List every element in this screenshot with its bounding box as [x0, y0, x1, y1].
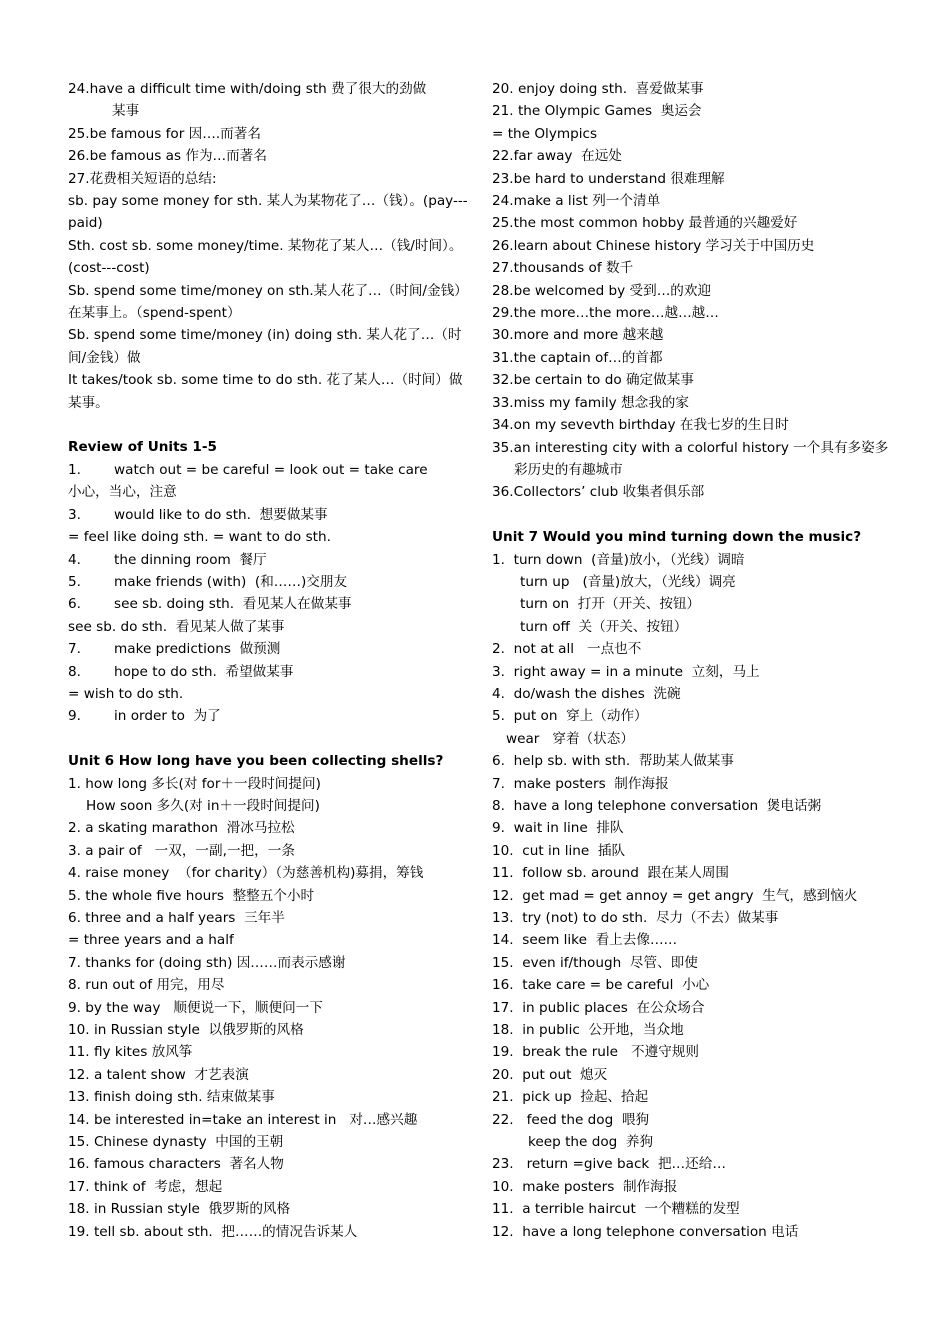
list-item: 23.be hard to understand 很难理解 — [492, 170, 725, 187]
list-item: 24.make a list 列一个清单 — [492, 193, 661, 210]
list-item: 29.the more…the more…越…越… — [492, 305, 719, 322]
list-item: 34.on my sevevth birthday 在我七岁的生日时 — [492, 417, 789, 434]
item-text: see sb. doing sth. 看见某人在做某事 — [114, 596, 352, 613]
item-number: 5. — [68, 573, 81, 590]
list-item: see sb. do sth. 看见某人做了某事 — [68, 618, 285, 635]
list-item: 22. feed the dog 喂狗 — [492, 1111, 650, 1128]
list-item: 4. raise money （for charity）（为慈善机构)募捐，筹钱 — [68, 865, 424, 882]
list-item: 32.be certain to do 确定做某事 — [492, 372, 694, 389]
item-text: make predictions 做预测 — [114, 641, 281, 658]
left-column — [68, 78, 473, 1243]
list-item — [68, 593, 473, 615]
list-item: Sb. spend some time/money (in) doing sth. 某人花了…（时间/金钱）做 — [68, 327, 462, 366]
list-item: sb. pay some money for sth. 某人为某物花了…（钱）。(pay---paid) — [68, 193, 468, 232]
list-item: 19. break the rule 不遵守规则 — [492, 1044, 699, 1061]
list-item: 10. cut in line 插队 — [492, 842, 626, 859]
list-item: = the Olympics — [492, 125, 598, 142]
item-number: 3. — [68, 506, 81, 523]
list-item: 36.Collectors’ club 收集者俱乐部 — [492, 484, 705, 501]
list-item: 28.be welcomed by 受到…的欢迎 — [492, 282, 712, 299]
list-item: 14. seem like 看上去像…… — [492, 932, 678, 949]
list-item: 某事 — [112, 103, 140, 120]
list-item: 22.far away 在远处 — [492, 148, 622, 165]
list-item: 小心，当心，注意 — [68, 484, 177, 501]
list-item: 5. put on 穿上（动作） — [492, 708, 648, 725]
list-item: 17. think of 考虑，想起 — [68, 1178, 223, 1195]
item-number: 7. — [68, 641, 81, 658]
list-item: = feel like doing sth. = want to do sth. — [68, 529, 331, 546]
list-item: turn on 打开（开关、按钮） — [520, 596, 701, 613]
list-item: 20. enjoy doing sth. 喜爱做某事 — [492, 81, 704, 97]
list-item: 7. thanks for (doing sth) 因……而表示感谢 — [68, 954, 346, 971]
list-item: Sth. cost sb. some money/time. 某物花了某人…（钱/时间）。(cost---cost) — [68, 237, 463, 277]
list-item: 4. do/wash the dishes 洗碗 — [492, 685, 681, 702]
list-item: 25.be famous for 因….而著名 — [68, 125, 261, 142]
list-item: 27.花费相关短语的总结: — [68, 170, 217, 187]
list-item: 12. get mad = get annoy = get angry 生气，感到恼火 — [492, 887, 858, 904]
item-text: watch out = be careful = look out = take care — [114, 461, 428, 478]
list-item: 33.miss my family 想念我的家 — [492, 394, 689, 411]
list-item: It takes/took sb. some time to do sth. 花了某人…（时间）做某事。 — [68, 372, 463, 411]
list-item — [68, 459, 473, 481]
list-item: 9. wait in line 排队 — [492, 820, 624, 837]
list-item: 17. in public places 在公众场合 — [492, 999, 705, 1016]
list-item: 12. have a long telephone conversation 电话 — [492, 1223, 799, 1240]
list-item: turn off 关（开关、按钮） — [520, 618, 688, 635]
list-item: 21. the Olympic Games 奥运会 — [492, 103, 702, 120]
item-text: hope to do sth. 希望做某事 — [114, 663, 294, 680]
list-item: 11. fly kites 放风筝 — [68, 1044, 193, 1061]
list-item: 23. return =give back 把…还给… — [492, 1156, 726, 1173]
list-item: Sb. spend some time/money on sth.某人花了…（时间/金钱）在某事上。（spend-spent） — [68, 282, 468, 322]
list-item: 6. three and a half years 三年半 — [68, 910, 285, 926]
list-item: 26.learn about Chinese history 学习关于中国历史 — [492, 237, 815, 254]
list-item: 26.be famous as 作为…而著名 — [68, 148, 267, 165]
list-item: 1. how long 多长(对 for＋一段时间提问) — [68, 775, 321, 792]
list-item — [68, 571, 473, 593]
list-item: 11. a terrible haircut 一个糟糕的发型 — [492, 1201, 740, 1218]
list-item: 30.more and more 越来越 — [492, 327, 664, 344]
item-text: would like to do sth. 想要做某事 — [114, 506, 328, 523]
list-item: 15. Chinese dynasty 中国的王朝 — [68, 1134, 284, 1151]
list-item: 6. help sb. with sth. 帮助某人做某事 — [492, 753, 734, 770]
list-item: 13. try (not) to do sth. 尽力（不去）做某事 — [492, 910, 779, 927]
list-item: 5. the whole five hours 整整五个小时 — [68, 887, 315, 904]
list-item: 25.the most common hobby 最普通的兴趣爱好 — [492, 215, 798, 232]
list-item: 3. right away = in a minute 立刻，马上 — [492, 663, 760, 680]
list-item — [68, 638, 473, 660]
item-text: make friends (with) (和……)交朋友 — [114, 573, 348, 590]
item-text: the dinning room 餐厅 — [114, 551, 267, 568]
list-item: 18. in public 公开地，当众地 — [492, 1022, 684, 1039]
list-item: 14. be interested in=take an interest in 对…感兴趣 — [68, 1111, 418, 1128]
list-item: 13. finish doing sth. 结束做某事 — [68, 1089, 275, 1106]
list-item: wear 穿着（状态） — [506, 730, 634, 747]
list-item: 16. famous characters 著名人物 — [68, 1156, 284, 1173]
list-item: 9. by the way 顺便说一下，顺便问一下 — [68, 999, 323, 1016]
list-item: 35.an interesting city with a colorful history 一个具有多姿多彩历史的有趣城市 — [492, 439, 889, 478]
list-item: 24.have a difficult time with/doing sth 费了很大的劲做 — [68, 81, 427, 97]
item-number: 8. — [68, 663, 81, 680]
list-item — [68, 661, 473, 683]
list-item: 16. take care = be careful 小心 — [492, 977, 710, 994]
list-item — [68, 705, 473, 727]
list-item — [68, 504, 473, 526]
item-number: 1. — [68, 461, 81, 478]
item-number: 4. — [68, 551, 81, 568]
list-item: 18. in Russian style 俄罗斯的风格 — [68, 1201, 291, 1218]
item-number: 6. — [68, 596, 81, 613]
list-item: 31.the captain of…的首都 — [492, 349, 663, 366]
list-item: 12. a talent show 才艺表演 — [68, 1066, 249, 1083]
list-item: 21. pick up 捡起、拾起 — [492, 1089, 649, 1106]
list-item: 2. a skating marathon 滑冰马拉松 — [68, 820, 295, 837]
list-item: 8. run out of 用完，用尽 — [68, 977, 225, 994]
list-item: = wish to do sth. — [68, 685, 184, 702]
list-item: 1. turn down (音量)放小，（光线）调暗 — [492, 551, 745, 568]
list-item: 19. tell sb. about sth. 把……的情况告诉某人 — [68, 1223, 358, 1240]
section-heading-unit6: Unit 6 How long have you been collecting shells? — [68, 753, 444, 770]
list-item: How soon 多久(对 in＋一段时间提问) — [86, 797, 320, 814]
item-number: 9. — [68, 708, 81, 725]
list-item: 15. even if/though 尽管、即使 — [492, 954, 698, 971]
list-item — [68, 549, 473, 571]
list-item: 10. in Russian style 以俄罗斯的风格 — [68, 1022, 304, 1039]
item-text: in order to 为了 — [114, 708, 221, 725]
list-item: turn up (音量)放大，（光线）调亮 — [520, 573, 736, 590]
list-item: = three years and a half — [68, 932, 234, 949]
list-item: 27.thousands of 数千 — [492, 260, 634, 277]
list-item: 8. have a long telephone conversation 煲电话粥 — [492, 797, 822, 814]
list-item: 7. make posters 制作海报 — [492, 775, 669, 792]
section-heading-unit7: Unit 7 Would you mind turning down the music? — [492, 529, 862, 546]
section-heading-review: Review of Units 1-5 — [68, 439, 217, 456]
list-item: 3. a pair of 一双，一副,一把，一条 — [68, 842, 295, 859]
list-item: 10. make posters 制作海报 — [492, 1178, 678, 1195]
list-item: 2. not at all 一点也不 — [492, 641, 642, 658]
list-item: 11. follow sb. around 跟在某人周围 — [492, 865, 730, 882]
list-item: 20. put out 熄灭 — [492, 1066, 608, 1083]
right-column — [492, 78, 892, 1243]
list-item: keep the dog 养狗 — [528, 1134, 654, 1151]
